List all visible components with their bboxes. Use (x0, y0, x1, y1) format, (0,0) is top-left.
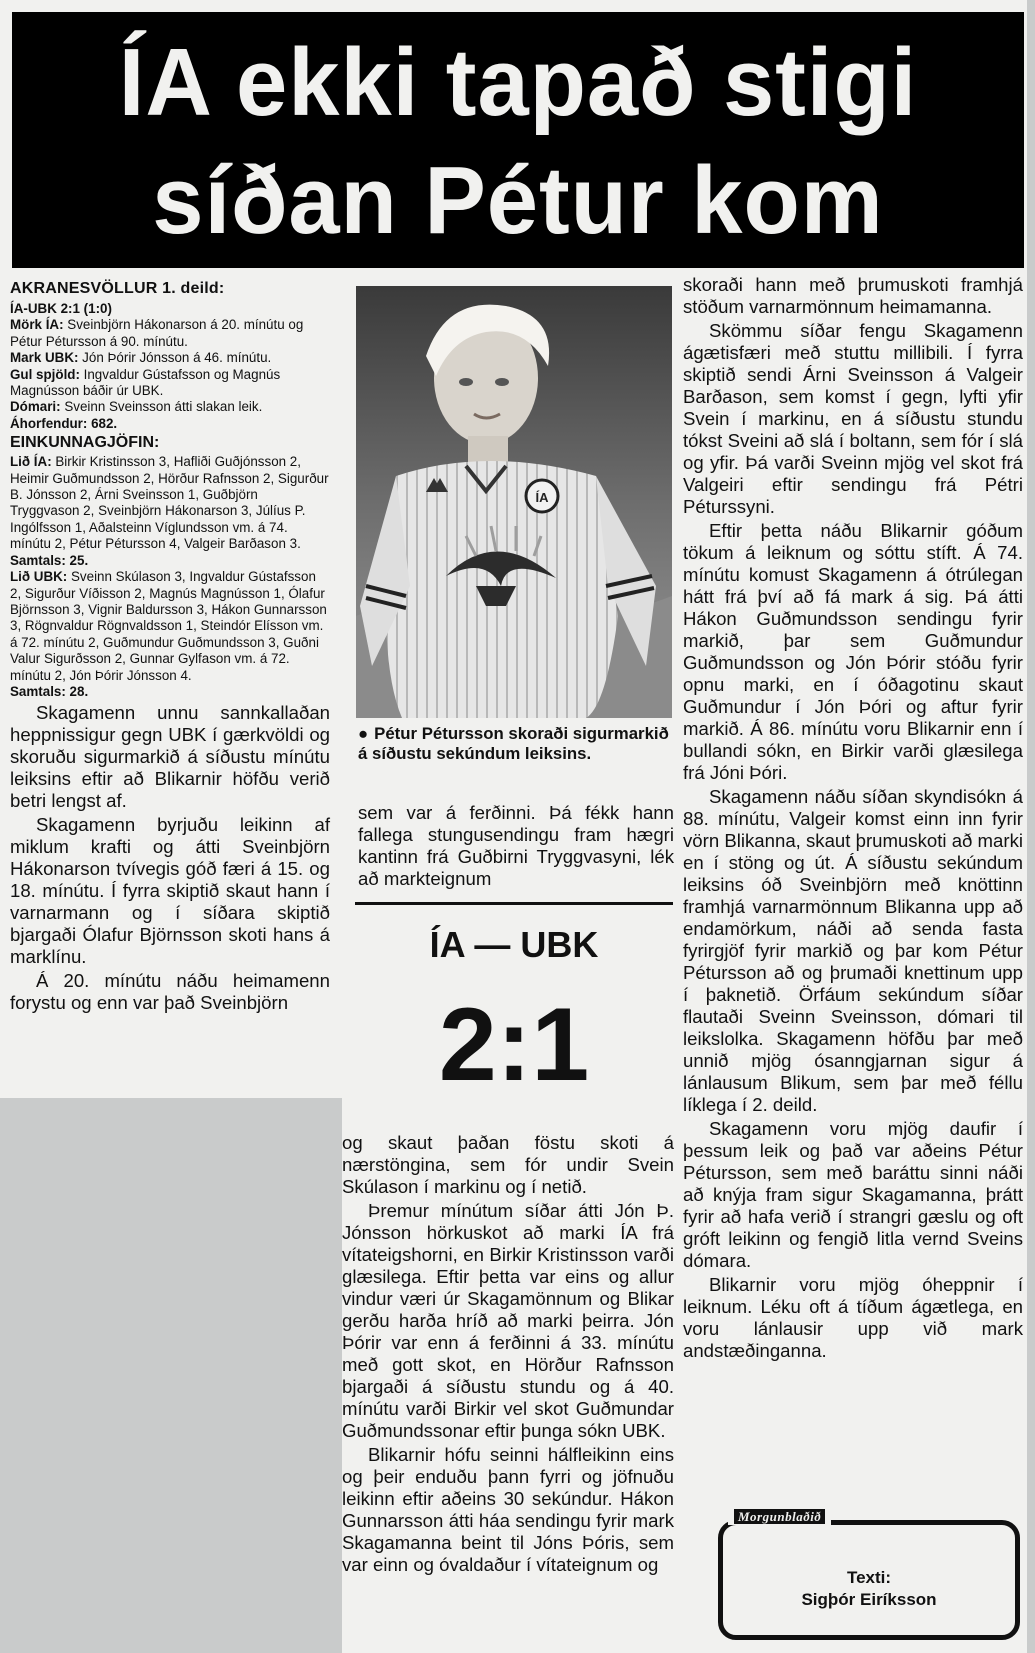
body-paragraph: Skagamenn byrjuðu leikinn af miklum krafti og átti Sveinbjörn Hákonarson tvívegis góð færi á 15. og 18. mínútu. Í fyrra skiptið skaut hann í varnarmann og í síðara skiptið bjargaði Ólafur Björnsson skoti hans á marklínu. (10, 814, 330, 968)
body-paragraph: Blikarnir voru mjög óheppnir í leiknum. Léku oft á tíðum ágætlega, en voru lánlausir upp við mark andstæðinganna. (683, 1274, 1023, 1361)
info-value: Jón Þórir Jónsson á 46. mínútu. (78, 350, 272, 366)
ratings-ubk (10, 569, 330, 684)
info-key: Áhorfendur: (10, 415, 88, 431)
ratings-key: Lið ÍA: (10, 454, 52, 470)
player-photo-illustration (356, 286, 672, 718)
ratings-ubk-total (10, 684, 330, 700)
ratings-title: EINKUNNAGJÖFIN: (10, 434, 160, 452)
score-box-teams: ÍA — UBK (429, 924, 599, 965)
info-key: Dómari: (10, 399, 61, 415)
body-paragraph: Skagamenn náðu síðan skyndisókn á 88. mínútu, Valgeir komst einn inn fyrir vörn Blikanna, skaut þrumuskoti að marki en í stöng og út. Á síðustu sekúndum leiksins óð Sveinbjörn með knöttinn framhjá varnarmönnum Blikanna upp að endamörkum, náði að senda fasta fyrirgjöf fyrir markið og þar kom Pétur Pétursson að og þrumaði knettinum upp í þaknetið. Örfáum sekúndum síðar flautaði Sveinn Sveinsson, dómari til leikslolka. Skagamenn höfðu þar með unnið mjög ósanngjarnan sigur á lánlausum Blikum, sem þar með féllu líklega í 2. deild. (683, 786, 1023, 1115)
middle-column-top (358, 802, 674, 890)
ratings-value: 28. (65, 683, 89, 699)
ratings-value: Birkir Kristinsson 3, Hafliði Guðjónsson 2, Heimir Guðmundsson 2, Hörður Rafnsson 2, Sigurður B. Jónsson 2, Árni Sveinsson 1, Guðbjörn Tryggvason 2, Sveinbjörn Hákonarson 3, Júlíus P. Ingólfsson 1, Aðalsteinn Víglundsson vm. á 74. mínútu 2, Pétur Pétursson 4, Valgeir Barðason 3. (10, 454, 329, 552)
info-key: Gul spjöld: (10, 366, 80, 382)
body-paragraph: Skömmu síðar fengu Skagamenn ágætisfæri með stuttu millibili. Í fyrra skiptið sendi Árni Sveinsson á Valgeir Barðason, sem komst í gegn, lyfti yfir Svein í markinu, en á síðustu stundu tókst Sveini að slá í boltann, sem fór í slá og yfir. Þá varði Sveinn mjög vel skot frá Valgeiri eftir sendingu frá Pétri Péturssyni. (683, 320, 1023, 517)
ubk-goal-line (10, 350, 330, 366)
info-key: ÍA-UBK (10, 301, 57, 316)
attendance-line (10, 416, 330, 432)
info-value: Sveinn Sveinsson átti slakan leik. (60, 399, 263, 415)
info-value: Sveinbjörn Hákonarson á 20. mínútu og Pétur Pétursson á 90. mínútu. (10, 317, 304, 349)
ratings-ia-total (10, 553, 330, 569)
ratings-value: 25. (65, 552, 89, 568)
yellow-cards-line (10, 367, 330, 400)
match-score-line (10, 301, 330, 317)
headline-line-1: ÍA ekki tapað stigi (118, 29, 918, 136)
body-paragraph: og skaut þaðan föstu skoti á nærstöngina, sem fór undir Svein Skúlason í markinu og í netið. (342, 1132, 674, 1197)
caption-text: Pétur Pétursson skoraði sigurmarkið á síðustu sekúndum leiksins. (358, 724, 669, 763)
body-paragraph: skoraði hann með þrumuskoti framhjá stöðum varnarmönnum heimamanna. (683, 274, 1023, 317)
info-value: 682. (87, 415, 118, 431)
ia-goals-line (10, 317, 330, 350)
newspaper-logo (728, 1509, 831, 1525)
ratings-key: Samtals: (10, 683, 66, 699)
headline-line-2: síðan Pétur kom (152, 147, 884, 254)
score-box-divider-top (355, 902, 673, 905)
info-key: Mörk ÍA: (10, 317, 64, 333)
left-body-text (10, 702, 330, 1014)
body-paragraph: Blikarnir hófu seinni hálfleikinn eins og þeir enduðu þann fyrri og jöfnuðu leikinn eftir aðeins 30 sekúndur. Hákon Gunnarsson átti háa sendingu fyrir mark Skagamanna beint til Jóns Þóris, sem var einn og óvaldaður í vítateignum og (342, 1444, 674, 1575)
match-info-box (10, 279, 330, 700)
info-value: Ingvaldur Gústafsson og Magnús Magnússon báðir úr UBK. (10, 366, 281, 399)
middle-column-bottom (342, 1132, 674, 1576)
score-box-result: 2:1 (438, 987, 590, 1103)
left-column (10, 279, 330, 1014)
referee-line (10, 399, 330, 415)
headline-banner (12, 12, 1024, 268)
match-info-title: AKRANESVÖLLUR 1. deild: (10, 280, 225, 297)
logo-text: Morgunblaðið (734, 1509, 825, 1524)
body-paragraph: Skagamenn voru mjög daufir í þessum leik og það var aðeins Pétur Pétursson, sem með baráttu sinni náði að knýja fram sigur Skagamanna, þrátt fyrir að hafa verið í strangri gæslu og oft gróft leikinn og fengið litla vernd Sveins dómara. (683, 1118, 1023, 1271)
player-photo (356, 286, 672, 718)
credit-label: Texti: (846, 1568, 892, 1587)
ratings-key: Samtals: (10, 552, 66, 568)
info-key: Mark UBK: (10, 350, 79, 366)
body-paragraph: Eftir þetta náðu Blikarnir góðum tökum á leiknum og sóttu stíft. Á 74. mínútu komust Skagamenn á ótrúlegan hátt frá því að fá mark á sig. Þá átti Hákon Guðmundsson sendingu fyrir markið, þar sem Guðmundur Guðmundsson og Jón Þórir stóðu fyrir opnu marki, en í óðagotinu skaut Guðmundur í Jón Þóri og aftur fyrir markið. Á 86. mínútu voru Blikarnir enn í bullandi sókn, en Birkir varði glæsilega frá Jóni Þóri. (683, 520, 1023, 783)
shirt-crest-text: ÍA (535, 490, 549, 505)
body-paragraph: Skagamenn unnu sannkallaðan heppnissigur gegn UBK í gærkvöldi og skoruðu sigurmarkið á síðustu mínútu leiksins eftir að Blikarnir höfðu verið betri lengst af. (10, 702, 330, 812)
body-paragraph: sem var á ferðinni. Þá fékk hann fallega stungusendingu fram hægri kantinn frá Guðbirni Tryggvasyni, lék að markteignum (358, 802, 674, 889)
photo-caption (358, 724, 674, 764)
ratings-value: Sveinn Skúlason 3, Ingvaldur Gústafsson 2, Sigurður Víðisson 2, Magnús Magnússon 1, Ólafur Björnsson 3, Vignir Baldursson 3, Hákon Gunnarsson 3, Rögnvaldur Rögnvaldsson 1, Steindór Elísson vm. á 72. mínútu 2, Guðmundur Guðmundsson 3, Guðni Valur Sigurðsson 2, Gunnar Gylfason vm. á 72. mínútu 2, Jón Þórir Jónsson 4. (10, 569, 327, 683)
author-name: Sigþór Eiríksson (801, 1590, 937, 1609)
ratings-key: Lið UBK: (10, 569, 68, 585)
body-paragraph: Þremur mínútum síðar átti Jón Þ. Jónsson hörkuskot að marki ÍA frá vítateigshorni, en Birkir Kristinsson varði glæsilega. Eftir þetta var eins og allur vindur væri úr Skagamönnum og Blikar gerðu harða hríð að marki þeirra. Jón Þórir var enn á ferðinni á 33. mínútu með gott skot, en Hörður Rafnsson bjargaði á síðustu stundu og á 40. mínútu varði Birkir vel skot Guðmundar Guðmundssonar eftir þunga sókn UBK. (342, 1200, 674, 1441)
right-column (683, 274, 1023, 1362)
bullet-icon: ● (358, 724, 369, 743)
info-value: 2:1 (1:0) (56, 301, 112, 316)
body-paragraph: Á 20. mínútu náðu heimamenn forystu og enn var það Sveinbjörn (10, 970, 330, 1014)
ratings-ia (10, 454, 330, 552)
